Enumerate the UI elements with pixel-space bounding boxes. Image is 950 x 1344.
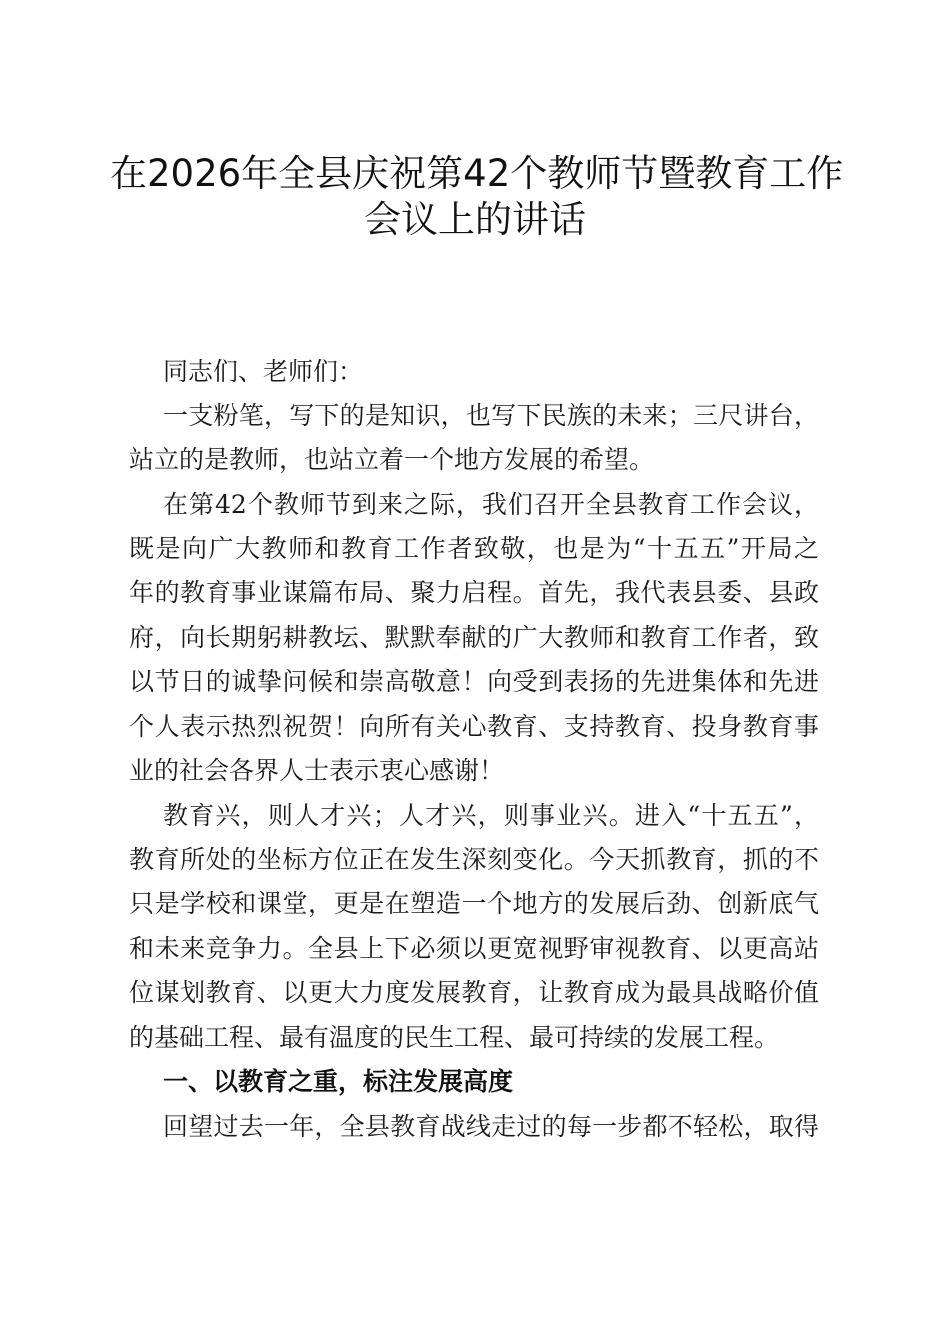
paragraph-line: 一支粉笔，写下的是知识，也写下民族的未来；三尺讲台， (163, 401, 819, 430)
document-title-line-2: 会议上的讲话 (364, 198, 586, 241)
paragraph-line: 位谋划教育、以更大力度发展教育，让教育成为最具战略价值 (129, 978, 819, 1007)
paragraph-line: 教育兴，则人才兴；人才兴，则事业兴。进入“十五五”， (163, 801, 819, 830)
document-title-line-1: 在2026年全县庆祝第42个教师节暨教育工作 (110, 152, 844, 195)
paragraph-line: 和未来竞争力。全县上下必须以更宽视野审视教育、以更高站 (129, 934, 819, 963)
paragraph-line: 回望过去一年，全县教育战线走过的每一步都不轻松，取得 (163, 1112, 819, 1141)
section-heading: 一、以教育之重，标注发展高度 (163, 1067, 514, 1096)
paragraph-line: 只是学校和课堂，更是在塑造一个地方的发展后劲、创新底气 (129, 889, 819, 918)
paragraph-line: 府，向长期躬耕教坛、默默奉献的广大教师和教育工作者，致 (129, 623, 819, 652)
paragraph-line: 以节日的诚挚问候和崇高敬意！向受到表扬的先进集体和先进 (129, 667, 819, 696)
paragraph-line: 站立的是教师，也站立着一个地方发展的希望。 (129, 445, 655, 474)
paragraph-line: 既是向广大教师和教育工作者致敬，也是为“十五五”开局之 (129, 534, 819, 563)
paragraph-line: 业的社会各界人士表示衷心感谢！ (129, 756, 505, 785)
paragraph-line: 个人表示热烈祝贺！向所有关心教育、支持教育、投身教育事 (129, 712, 819, 741)
paragraph-line: 教育所处的坐标方位正在发生深刻变化。今天抓教育，抓的不 (129, 845, 819, 874)
paragraph-line: 的基础工程、最有温度的民生工程、最可持续的发展工程。 (129, 1023, 780, 1052)
paragraph-line: 年的教育事业谋篇布局、聚力启程。首先，我代表县委、县政 (129, 578, 819, 607)
salutation: 同志们、老师们： (163, 357, 364, 386)
paragraph-line: 在第42个教师节到来之际，我们召开全县教育工作会议， (163, 490, 819, 519)
